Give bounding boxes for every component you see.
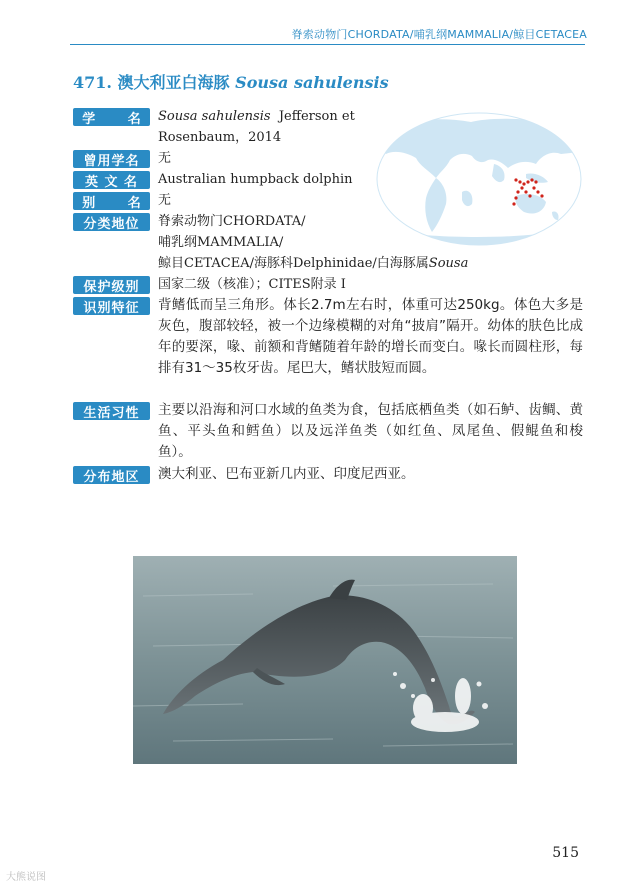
former-name-value: 无	[158, 151, 172, 166]
taxonomy-line3	[158, 253, 468, 274]
scientific-name-line1	[158, 106, 355, 127]
habits-text: 主要以沿海和河口水域的鱼类为食，包括底栖鱼类（如石鲈、齿鲷、黄鱼、平头鱼和鳕鱼）以及远洋鱼类（如红鱼、凤尾鱼、假鲲鱼和梭鱼）。	[158, 402, 583, 460]
label-protection: 保护级别	[73, 276, 150, 294]
taxonomy-line2: 哺乳纲MAMMALIA/	[158, 235, 284, 250]
running-head: 脊索动物门CHORDATA/哺乳纲MAMMALIA/鲸目CETACEA	[291, 28, 587, 41]
alias-value: 无	[158, 193, 172, 208]
identification-text: 背鳍低而呈三角形。体长2.7m左右时，体重可达250kg。体色大多是灰色，腹部较轻，被一个边缘模糊的对角“披肩”隔开。幼体的肤色比成年的要深，喙、前额和背鳍随着年龄的增长而变白。喙长而圆柱形，每排有31～35枚牙齿。尾巴大，鳍状肢短而圆。	[158, 297, 583, 376]
scientific-name-line2: Rosenbaum，2014	[158, 130, 282, 145]
label-english-name: 英 文 名	[73, 171, 150, 189]
label-identification: 识别特征	[73, 297, 150, 315]
dolphin-photo	[133, 556, 517, 764]
species-chinese-name: 澳大利亚白海豚	[117, 73, 230, 92]
scientific-name-latin: Sousa sahulensis	[158, 109, 271, 124]
label-scientific-name: 学 名	[73, 108, 150, 126]
header-rule	[70, 44, 585, 45]
label-alias: 别 名	[73, 192, 150, 210]
scientific-name-authors: Jefferson et	[278, 109, 355, 124]
distribution-map	[376, 112, 582, 246]
taxonomy-line1: 脊索动物门CHORDATA/	[158, 214, 306, 229]
english-name-value: Australian humpback dolphin	[158, 172, 353, 187]
taxonomy-line3-text: 鲸目CETACEA/海豚科Delphinidae/白海豚属	[158, 256, 429, 271]
species-latin-name: Sousa sahulensis	[235, 73, 389, 92]
page-number: 515	[552, 845, 579, 861]
label-distribution: 分布地区	[73, 466, 150, 484]
watermark: 大熊说图	[6, 872, 46, 883]
species-title	[73, 70, 389, 93]
label-former-name: 曾用学名	[73, 150, 150, 168]
label-habits: 生活习性	[73, 402, 150, 420]
taxonomy-genus: Sousa	[428, 256, 469, 271]
distribution-value: 澳大利亚、巴布亚新几内亚、印度尼西亚。	[158, 466, 415, 482]
label-taxonomy: 分类地位	[73, 213, 150, 231]
protection-value: 国家二级（核准）；CITES附录 Ⅰ	[158, 277, 346, 292]
species-number: 471.	[73, 73, 112, 92]
